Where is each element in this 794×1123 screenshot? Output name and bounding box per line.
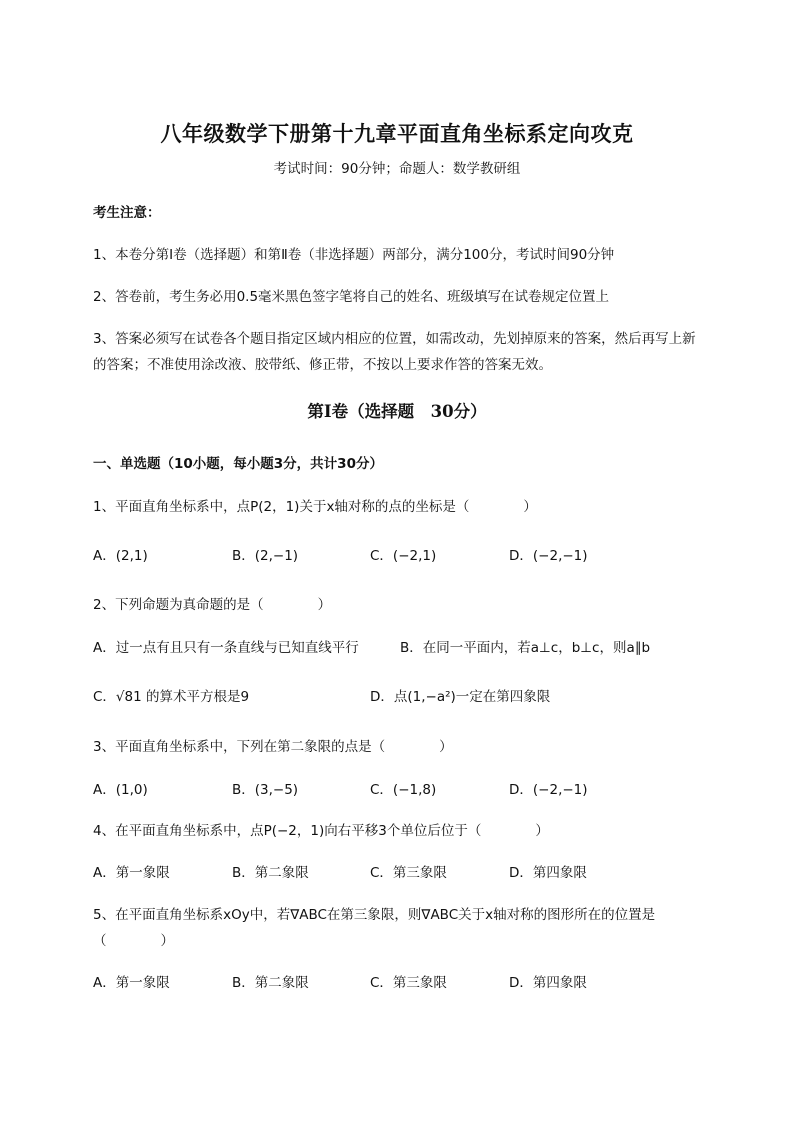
notice-heading: 考生注意： — [93, 205, 161, 221]
question-5-option-c: C．第三象限 — [370, 975, 447, 991]
question-4-option-b: B．第二象限 — [232, 865, 309, 881]
question-5-option-a: A．第一象限 — [93, 975, 170, 991]
question-3-option-a: A．(1,0) — [93, 782, 148, 798]
question-4-option-d: D．第四象限 — [509, 865, 587, 881]
question-5-option-b: B．第二象限 — [232, 975, 309, 991]
question-2-option-a: A．过一点有且只有一条直线与已知直线平行 — [93, 640, 359, 656]
question-3-option-c: C．(−1,8) — [370, 782, 437, 798]
question-4-option-c: C．第三象限 — [370, 865, 447, 881]
question-5-stem-line-2: （ ） — [93, 933, 174, 949]
question-5-stem-line-1: 5、在平面直角坐标系xOy中，若∇ABC在第三象限，则∇ABC关于x轴对称的图形所在的位置是 — [93, 907, 656, 923]
question-5-option-d: D．第四象限 — [509, 975, 587, 991]
question-1-option-b: B．(2,−1) — [232, 548, 299, 564]
exam-subtitle: 考试时间：90分钟；命题人：数学教研组 — [273, 161, 521, 177]
exam-title: 八年级数学下册第十九章平面直角坐标系定向攻克 — [160, 121, 634, 146]
question-3-stem: 3、平面直角坐标系中，下列在第二象限的点是（ ） — [93, 739, 453, 755]
question-2-option-c: C．√81 的算术平方根是9 — [93, 689, 250, 705]
notice-item-3-line-1: 3、答案必须写在试卷各个题目指定区域内相应的位置，如需改动，先划掉原来的答案，然后再写上新 — [93, 331, 696, 347]
question-2-option-d: D．点(1,−a²)一定在第四象限 — [370, 689, 551, 705]
question-1-stem: 1、平面直角坐标系中，点P(2，1)关于x轴对称的点的坐标是（ ） — [93, 499, 537, 515]
question-3-option-b: B．(3,−5) — [232, 782, 299, 798]
question-1-option-c: C．(−2,1) — [370, 548, 437, 564]
notice-item-1: 1、本卷分第Ⅰ卷（选择题）和第Ⅱ卷（非选择题）两部分，满分100分，考试时间90分钟 — [93, 247, 615, 263]
question-2-stem: 2、下列命题为真命题的是（ ） — [93, 597, 332, 613]
question-1-option-d: D．(−2,−1) — [509, 548, 588, 564]
question-3-option-d: D．(−2,−1) — [509, 782, 588, 798]
question-4-option-a: A．第一象限 — [93, 865, 170, 881]
question-4-stem: 4、在平面直角坐标系中，点P(−2，1)向右平移3个单位后位于（ ） — [93, 823, 549, 839]
question-2-option-b: B．在同一平面内，若a⊥c，b⊥c，则a∥b — [400, 640, 651, 656]
notice-item-3-line-2: 的答案；不准使用涂改液、胶带纸、修正带，不按以上要求作答的答案无效。 — [93, 357, 552, 373]
notice-item-2: 2、答卷前，考生务必用0.5毫米黑色签字笔将自己的姓名、班级填写在试卷规定位置上 — [93, 289, 610, 305]
question-1-option-a: A．(2,1) — [93, 548, 148, 564]
section-title: 第Ⅰ卷（选择题 30分） — [307, 402, 487, 421]
part-heading: 一、单选题（10小题，每小题3分，共计30分） — [93, 456, 383, 472]
